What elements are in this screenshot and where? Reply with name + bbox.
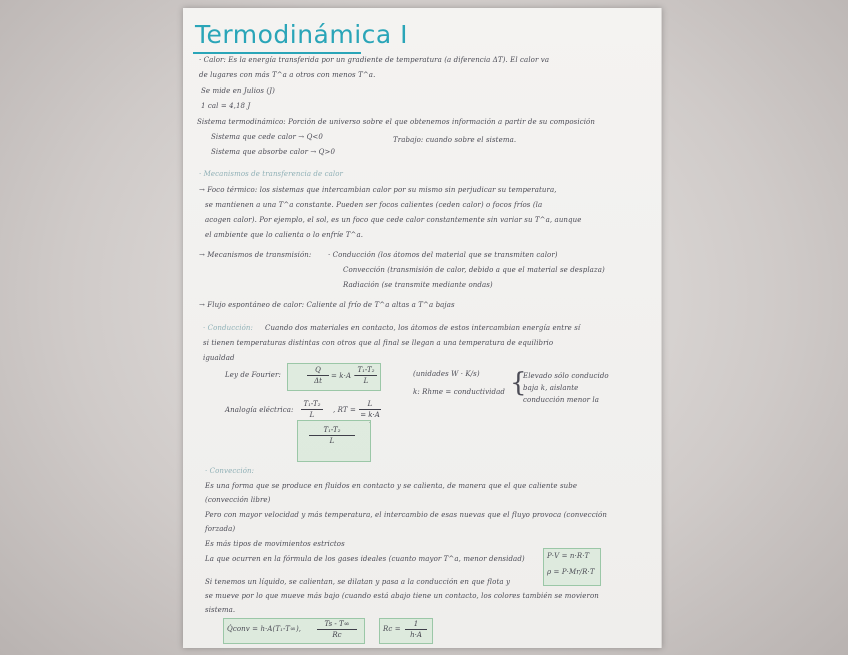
- text-line: La que ocurren en la fórmula de los gases ideales (cuanto mayor T^a, menor densidad): [205, 555, 525, 563]
- text-line: conducción menor la: [523, 396, 600, 404]
- fourier-label: Ley de Fourier:: [225, 371, 281, 379]
- text-line: Pero con mayor velocidad y más temperatura, el intercambio de esas nuevas que el fluyo provoca (convección: [205, 511, 607, 519]
- text-line: Trabajo: cuando sobre el sistema.: [393, 136, 517, 144]
- k-definition: k: Rhme = conductividad: [413, 388, 505, 396]
- text-line: → Foco térmico: los sistemas que intercambian calor por su mismo sin perjudicar su temperatura,: [199, 186, 557, 194]
- text-line: · Calor: Es la energía transferida por un gradiente de temperatura (a diferencia ΔT). El calor va: [199, 56, 550, 64]
- fourier-text: = k·A ·: [331, 372, 356, 380]
- text-line: Sistema que cede calor → Q<0: [211, 133, 323, 141]
- text-line: el ambiente que lo calienta o lo enfríe T^a.: [205, 231, 364, 239]
- rt-fraction: L = k·A ·: [360, 400, 380, 427]
- notebook-page: [183, 8, 662, 648]
- text-line: Cuando dos materiales en contacto, los átomos de estos intercambian energía entre sí: [265, 324, 581, 332]
- section-heading: · Convección:: [205, 467, 255, 475]
- analogy-fraction: T₁-T₂ L: [301, 400, 323, 419]
- units-note: (unidades W · K/s): [413, 370, 480, 378]
- page-title: Termodinámica I: [195, 20, 409, 49]
- convection-fraction: Ts - T∞ Rc: [317, 620, 357, 639]
- rc-fraction: 1 h·A: [405, 620, 427, 639]
- title-underline: [193, 52, 361, 54]
- convection-formula: Q̇conv = h·A(T₁-T∞),: [227, 625, 302, 633]
- boxed-fraction: T₁-T₂ L: [309, 426, 355, 445]
- brace-icon: {: [510, 368, 527, 398]
- text-line: forzada): [205, 525, 236, 533]
- text-line: (convección libre): [205, 496, 271, 504]
- text-line: → Mecanismos de transmisión:: [199, 251, 312, 259]
- gas-law: P·V = n·R·T: [547, 552, 590, 560]
- text-line: Radiación (se transmite mediante ondas): [343, 281, 493, 289]
- rc-formula: Rc =: [383, 625, 401, 633]
- text-line: se mantienen a una T^a constante. Pueden ser focos calientes (ceden calor) o focos fríos (la: [205, 201, 543, 209]
- text-line: 1 cal = 4,18 J: [201, 102, 251, 110]
- text-line: Sistema termodinámico: Porción de universo sobre el que obtenemos información a partir de su composición: [197, 118, 595, 126]
- section-heading: · Mecanismos de transferencia de calor: [199, 170, 343, 178]
- analogy-label: Analogía eléctrica:: [225, 406, 294, 414]
- fourier-fraction: Q Δt: [307, 366, 329, 385]
- text-line: → Flujo espontáneo de calor: Caliente al frío de T^a altas a T^a bajas: [199, 301, 455, 309]
- text-line: Es más tipos de movimientos estrictos: [205, 540, 345, 548]
- text-line: acogen calor). Por ejemplo, el sol, es un foco que cede calor constantemente sin variar su T^a, aunque: [205, 216, 582, 224]
- text-line: se mueve por lo que mueve más bajo (cuando está abajo tiene un contacto, los colores también se movieron: [205, 592, 599, 600]
- text-line: Si tenemos un líquido, se calientan, se dilatan y pasa a la conducción en que flota y: [205, 578, 511, 586]
- density-formula: ρ = P·Mr/R·T: [547, 568, 595, 576]
- text-line: sistema.: [205, 606, 236, 614]
- text-line: Sistema que absorbe calor → Q>0: [211, 148, 335, 156]
- text-line: · Conducción (los átomos del material que se transmiten calor): [328, 251, 558, 259]
- text-line: de lugares con más T^a a otros con menos T^a.: [199, 71, 376, 79]
- fourier-fraction-2: T₁-T₂ L: [355, 366, 377, 385]
- section-heading: · Conducción:: [203, 324, 253, 332]
- text-line: Es una forma que se produce en fluidos en contacto y se calienta, de manera que el que caliente sube: [205, 482, 578, 490]
- text-line: baja k, aislante: [523, 384, 579, 392]
- rt-text: , RT =: [333, 406, 356, 414]
- text-line: Convección (transmisión de calor, debido a que el material se desplaza): [343, 266, 605, 274]
- text-line: Elevado sólo conducido: [523, 372, 609, 380]
- text-line: si tienen temperaturas distintas con otros que al final se llegan a una temperatura de equilibrio: [203, 339, 554, 347]
- text-line: igualdad: [203, 354, 235, 362]
- text-line: Se mide en Julios (J): [201, 87, 275, 95]
